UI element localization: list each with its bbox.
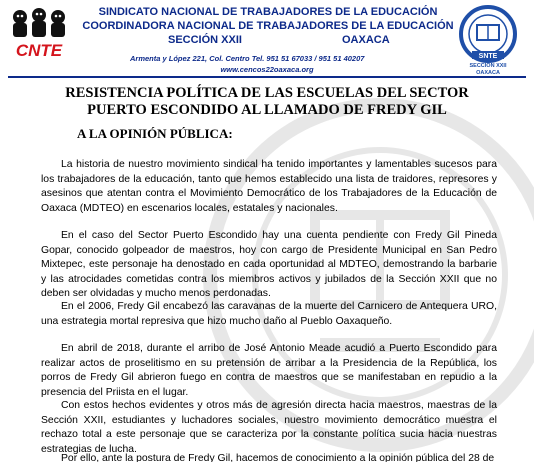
header-divider: [8, 76, 526, 78]
snte-seal-state: OAXACA: [476, 70, 500, 76]
header-section: SECCIÓN XXII: [168, 34, 242, 46]
body-paragraph: La historia de nuestro movimiento sindical ha tenido importantes y lamentables sucesos para los trabajadores de la educación, tanto que hemos establecido una lista de traidores, represores y asesinos que atentan contra el Movimiento Democrático de los Trabajadores de la Educación de Oaxaca (MDTEO) en escenarios locales, estatales y nacionales.: [41, 159, 497, 214]
document-title: RESISTENCIA POLÍTICA DE LAS ESCUELAS DEL SECTOR PUERTO ESCONDIDO AL LLAMADO DE FREDY GIL: [65, 85, 469, 118]
body-paragraph: Por ello, ante la postura de Fredy Gil, hacemos de conocimiento a la opinión pública del 28 de: [61, 453, 495, 462]
snte-seal-text: SNTE: [478, 53, 498, 60]
header-union-name: SINDICATO NACIONAL DE TRABAJADORES DE LA EDUCACIÓN: [98, 6, 438, 18]
cnte-logo-icon: [6, 6, 72, 64]
header-coordinating-name: COORDINADORA NACIONAL DE TRABAJADORES DE LA EDUCACIÓN: [82, 20, 454, 32]
header-address: Armenta y López 221, Col. Centro Tel. 951 51 67033 / 951 51 40207: [130, 54, 365, 63]
body-paragraph: Con estos hechos evidentes y otros más de agresión directa hacia maestros, maestras de la Sección XXII, estudiantes y luchadores sociales, nuestro movimiento democrático muestra el rechazo total a este personaje que se caracteriza por la constante política sucia hacia nuestras estrategias de lucha.: [41, 400, 497, 455]
body-paragraph: En el 2006, Fredy Gil encabezó las caravanas de la muerte del Carnicero de Antequera URO, una estrategia mortal represiva que hizo mucho daño al Pueblo Oaxaqueño.: [41, 301, 497, 327]
body-paragraph: En el caso del Sector Puerto Escondido hay una cuenta pendiente con Fredy Gil Pineda Gopar, conocido golpeador de maestros, hoy con cargo de Presidente Municipal en San Pedro Mixtepec, este personaje ha denostado en cada oportunidad al MDTEO, demostrando la barbarie y las atrocidades cometidas contra los miembros activos y jubilados de la Sección XXII que no deben ser olvidadas y mucho menos perdonadas.: [41, 230, 497, 300]
body-paragraph: En abril de 2018, durante el arribo de José Antonio Meade acudió a Puerto Escondido para realizar actos de proselitismo en su pretensión de arribar a la Presidencia de la República, los porros de Fredy Gil abrieron fuego en contra de maestros que se manifestaban en repudio a la presencia del Priista en el lugar.: [41, 343, 497, 398]
snte-seal-section: SECCION XXII: [469, 63, 507, 69]
header-state: OAXACA: [342, 34, 390, 46]
cnte-logo-text: CNTE: [15, 41, 63, 60]
snte-seal-icon: [450, 4, 526, 76]
document-subheading: A LA OPINIÓN PÚBLICA:: [77, 126, 233, 141]
header-website: www.cencos22oaxaca.org: [220, 65, 314, 74]
